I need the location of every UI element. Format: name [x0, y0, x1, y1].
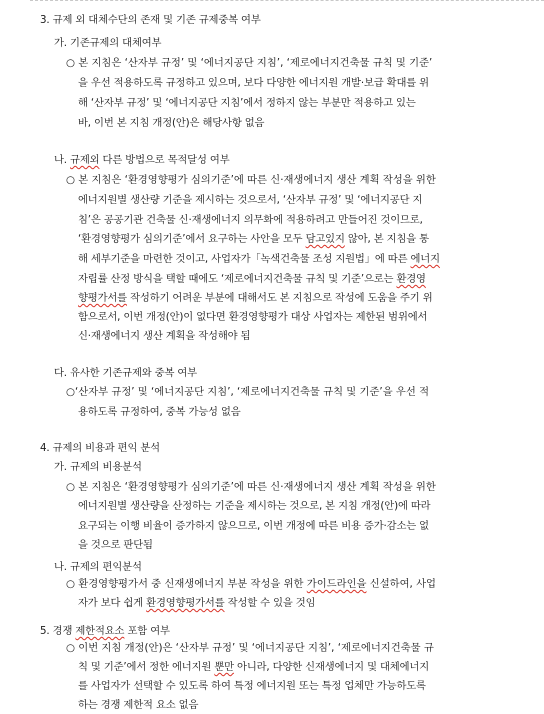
- section-3b-line-2: 에너지원별 생산량 기준을 제시하는 것으로서, ‘산자부 규정’ 및 ‘에너지공단 지: [78, 194, 423, 206]
- section-3b-line-7: 향평가서를 작성하기 어려운 부분에 대해서도 본 지침으로 작성에 도움을 주기 위: [78, 292, 433, 304]
- section-3b-line-1: ○ 본 지침은 ‘환경영향평가 심의기준’에 따른 신·재생에너지 생산 계획 작성을 위한: [66, 174, 436, 186]
- section-4a-line-2: 에너지원별 생산량을 산정하는 기준을 제시하는 것으로, 본 지침 개정(안)에 따라: [78, 500, 431, 512]
- section-4b-line-1: ○ 환경영향평가서 중 신재생에너지 부분 작성을 위한 가이드라인을 신설하여, 사업: [66, 578, 436, 590]
- section-5-heading: 5. 경쟁 제한적요소 포함 여부: [40, 625, 170, 637]
- section-3c-line-2: 용하도록 규정하여, 중복 가능성 없음: [78, 406, 241, 418]
- section-4a-line-1: ○ 본 지침은 ‘환경영향평가 심의기준’에 따른 신·재생에너지 생산 계획 작성을 위한: [66, 481, 436, 493]
- section-4-heading: 4. 규제의 비용과 편익 분석: [40, 442, 160, 454]
- section-4a-line-3: 요구되는 이행 비율이 증가하지 않으므로, 이번 개정에 따른 비용 증가·감소는 없: [78, 520, 429, 532]
- section-5-line-3: 를 사업자가 선택할 수 있도록 하여 특정 에너지원 또는 특정 업체만 가능하도록: [78, 680, 426, 692]
- spellcheck-mark: 뿐만: [214, 661, 234, 673]
- section-3a-line-3: 해 ‘산자부 규정’ 및 ‘에너지공단 지침’에서 정하지 않는 부분만 적용하고 있는: [78, 97, 416, 109]
- spellcheck-mark: 향평가서를: [78, 292, 127, 304]
- section-3c-line-1: ○‘산자부 규정’ 및 ‘에너지공단 지침’, ‘제로에너지건축물 규칙 및 기준’을 우선 적: [66, 386, 430, 398]
- section-4b-heading: 나. 규제의 편익분석: [54, 561, 142, 573]
- section-5-line-1: ○ 이번 지침 개정(안)은 ‘산자부 규정’ 및 ‘에너지공단 지침’, ‘제로에너지건축물 규: [66, 642, 434, 654]
- spellcheck-mark: 환경영향평가서를: [146, 597, 225, 609]
- spellcheck-mark: 규제외: [70, 154, 100, 166]
- section-3a-heading: 가. 기존규제의 대체여부: [54, 37, 162, 49]
- spellcheck-mark: 제한적요소: [75, 625, 125, 637]
- section-3b-line-5: 해 세부기준을 마련한 것이고, 사업자가「녹색건축물 조성 지원법」에 따른 에너지: [78, 253, 440, 265]
- section-3a-line-1: ○ 본 지침은 ‘산자부 규정’ 및 ‘에너지공단 지침’, ‘제로에너지건축물 규칙 및 기준’: [66, 57, 433, 69]
- section-4a-heading: 가. 규제의 비용분석: [54, 461, 142, 473]
- spellcheck-mark: 담고있지: [305, 233, 345, 245]
- section-5-line-4: 하는 경쟁 제한적 요소 없음: [78, 699, 199, 711]
- page-top-rule: [30, 0, 544, 1]
- section-3b-line-3: 침’은 공공기관 건축물 신·재생에너지 의무화에 적용하려고 만들어진 것이므로,: [78, 214, 423, 226]
- section-3-heading: 3. 규제 외 대체수단의 존재 및 기존 규제중복 여부: [40, 14, 261, 26]
- spellcheck-mark: 에너지: [410, 253, 440, 265]
- section-3a-line-4: 바, 이번 본 지침 개정(안)은 해당사항 없음: [78, 117, 265, 129]
- spellcheck-mark: 가이드라인을: [306, 578, 367, 590]
- section-5-line-2: 칙 및 기준’에서 정한 에너지원 뿐만 아니라, 다양한 신재생에너지 및 대체에너지: [78, 661, 429, 673]
- section-4b-line-2: 자가 보다 쉽게 환경영향평가서를 작성할 수 있을 것임: [78, 597, 316, 609]
- section-3b-heading: 나. 규제외 다른 방법으로 목적달성 여부: [54, 154, 230, 166]
- section-3b-line-6: 자립률 산정 방식을 택할 때에도 ‘제로에너지건축물 규칙 및 기준’으로는 환경영: [78, 273, 426, 285]
- section-4a-line-4: 을 것으로 판단됨: [78, 539, 153, 551]
- section-3b-line-8: 함으로서, 이번 개정(안)이 없다면 환경영향평가 대상 사업자는 제한된 범위에서: [78, 311, 428, 323]
- section-3c-heading: 다. 유사한 기존규제와 중복 여부: [54, 367, 197, 379]
- spellcheck-mark: 환경영: [396, 273, 426, 285]
- section-3b-line-4: ‘환경영향평가 심의기준’에서 요구하는 사안을 모두 담고있지 않아, 본 지침을 통: [78, 233, 429, 245]
- section-3b-line-9: 신·재생에너지 생산 계획을 작성해야 됨: [78, 330, 251, 342]
- section-3a-line-2: 을 우선 적용하도록 규정하고 있으며, 보다 다양한 에너지원 개발·보급 확대를 위: [78, 77, 429, 89]
